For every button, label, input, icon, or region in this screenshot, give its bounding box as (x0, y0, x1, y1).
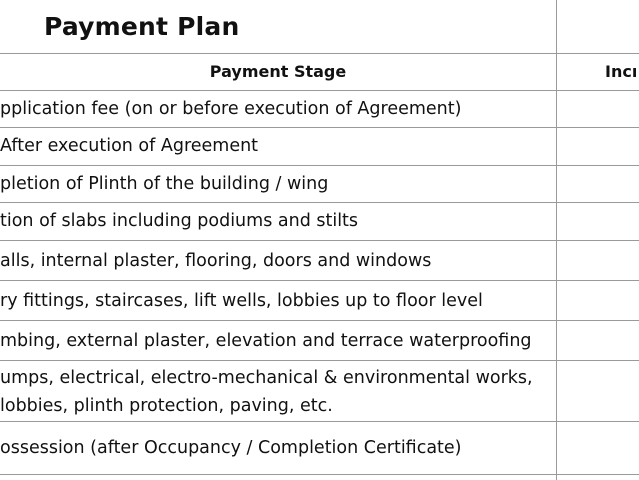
stage-cell-continuation: lobbies, plinth protection, paving, etc. (0, 396, 333, 416)
stage-cell: alls, internal plaster, flooring, doors and windows (0, 251, 432, 271)
stage-cell: ossession (after Occupancy / Completion Certificate) (0, 438, 462, 458)
row-divider (0, 165, 639, 166)
stage-cell: mbing, external plaster, elevation and terrace waterproofing (0, 331, 532, 351)
row-divider (0, 202, 639, 203)
stage-cell: ry fittings, staircases, lift wells, lobbies up to floor level (0, 291, 483, 311)
stage-cell: After execution of Agreement (0, 136, 259, 156)
header-payment-stage: Payment Stage (209, 62, 347, 81)
row-divider (0, 421, 639, 422)
row-divider (0, 90, 639, 91)
row-divider (0, 474, 639, 475)
row-divider (0, 320, 639, 321)
row-divider (0, 240, 639, 241)
sheet-title: Payment Plan (44, 12, 240, 41)
stage-cell: pletion of Plinth of the building / wing (0, 174, 329, 194)
stage-cell: pplication fee (on or before execution of Agreement) (0, 99, 462, 119)
stage-cell: tion of slabs including podiums and stilts (0, 211, 359, 231)
row-divider (0, 280, 639, 281)
row-divider (0, 127, 639, 128)
header-second-column: Incı (605, 62, 638, 81)
stage-cell: umps, electrical, electro-mechanical & environmental works, (0, 368, 533, 388)
row-divider (0, 360, 639, 361)
